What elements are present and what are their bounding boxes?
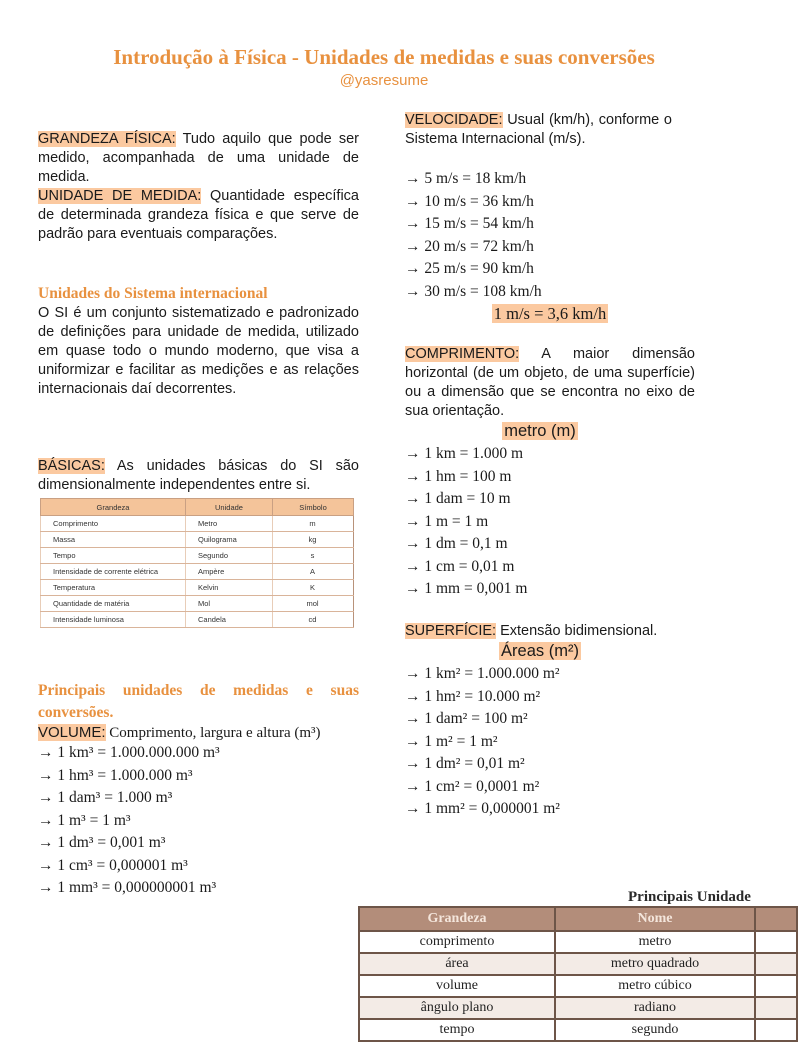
table-cell [755,975,797,997]
table-cell: Kelvin [186,580,273,596]
table-cell: mol [273,596,354,612]
grandeza-text: Tudo aquilo que pode ser medido, acompanhada de uma unidade de medida. [38,131,359,185]
table-cell: cd [273,612,354,628]
table-cell: Comprimento [41,516,186,532]
list-item: → 15 m/s = 54 km/h [405,215,534,232]
list-item: → 1 cm² = 0,0001 m² [405,777,540,795]
table-cell: kg [273,532,354,548]
list-item: → 1 dam² = 100 m² [405,710,528,727]
table-cell: K [273,580,354,596]
list-item: → 1 cm³ = 0,000001 m³ [38,856,188,874]
grandeza-label: GRANDEZA FÍSICA: [38,131,176,147]
author-handle: @yasresume [339,72,429,89]
table-cell: Segundo [186,548,273,564]
list-item: → 1 dm = 0,1 m [405,535,508,552]
volume-label: VOLUME: [38,724,106,741]
units-table-title: Principais Unidade [628,889,751,905]
list-item: → 1 m³ = 1 m³ [38,811,131,829]
table-row [359,975,797,997]
principais-title: Principais unidades de medidas e suas conversões. [38,682,359,721]
velocidade-highlight-text: 1 m/s = 3,6 km/h [493,304,607,323]
list-item: → 1 mm³ = 0,000000001 m³ [38,879,217,896]
list-item: → 1 mm² = 0,000001 m² [405,800,560,817]
list-item: → 1 dam³ = 1.000 m³ [38,789,173,806]
unidade-text: Quantidade específica de determinada grandeza física e que serve de padrão para eventuais comparações. [38,188,359,242]
list-item: → 20 m/s = 72 km/h [405,237,534,255]
superficie-highlight-text: Áreas (m²) [501,642,579,660]
comprimento-label: COMPRIMENTO: [405,346,520,362]
table-cell: Tempo [41,548,186,564]
si-title: Unidades do Sistema internacional [38,285,268,302]
list-item: → 1 dm³ = 0,001 m³ [38,834,166,851]
volume-text: Comprimento, largura e altura (m³) [105,725,321,741]
si-table-header: Símbolo [273,499,354,516]
table-cell: metro [555,931,755,953]
comprimento-text: A maior dimensão horizontal (de um objeto, de uma superfície) ou a dimensão que se encontra no eixo de sua orientação. [405,346,695,419]
comprimento-highlight-text: metro (m) [504,422,576,440]
table-cell: metro cúbico [555,975,755,997]
table-cell [755,953,797,975]
superficie-label: SUPERFÍCIE: [405,623,497,639]
table-cell: A [273,564,354,580]
table-cell: ângulo plano [359,997,555,1019]
superficie-text: Extensão bidimensional. [496,623,658,639]
table-row [359,953,797,975]
table-cell: Ampère [186,564,273,580]
table-cell: radiano [555,997,755,1019]
table-cell: área [359,953,555,975]
table-cell: volume [359,975,555,997]
table-cell: m [273,516,354,532]
list-item: → 1 mm = 0,001 m [405,580,528,597]
table-cell: segundo [555,1019,755,1041]
unidade-label: UNIDADE DE MEDIDA: [38,188,202,204]
table-cell: Quantidade de matéria [41,596,186,612]
table-cell: Temperatura [41,580,186,596]
velocidade-text: Usual (km/h), conforme o Sistema Internacional (m/s). [405,112,672,147]
velocidade-label: VELOCIDADE: [405,112,503,128]
table-cell [755,931,797,953]
list-item: → 1 km³ = 1.000.000.000 m³ [38,744,220,761]
table-row [359,1019,797,1041]
table-cell: Intensidade luminosa [41,612,186,628]
units-table-header: Grandeza [359,907,555,931]
list-item: → 1 m = 1 m [405,512,489,530]
table-cell [755,997,797,1019]
list-item: → 25 m/s = 90 km/h [405,260,534,277]
table-cell: Mol [186,596,273,612]
list-item: → 1 hm² = 10.000 m² [405,687,541,705]
units-table-header-extra [755,907,797,931]
table-cell: Massa [41,532,186,548]
table-cell: metro quadrado [555,953,755,975]
list-item: → 1 km² = 1.000.000 m² [405,665,560,682]
list-item: → 5 m/s = 18 km/h [405,170,527,187]
units-table-header: Nome [555,907,755,931]
list-item: → 1 cm = 0,01 m [405,557,515,575]
table-cell: Candela [186,612,273,628]
table-cell: tempo [359,1019,555,1041]
list-item: → 1 km = 1.000 m [405,445,524,462]
basicas-label: BÁSICAS: [38,458,105,474]
table-cell: comprimento [359,931,555,953]
list-item: → 1 m² = 1 m² [405,732,498,750]
units-table [358,906,798,1042]
table-cell: s [273,548,354,564]
list-item: → 10 m/s = 36 km/h [405,192,534,210]
list-item: → 1 dam = 10 m [405,490,511,507]
table-row [359,997,797,1019]
list-item: → 1 dm² = 0,01 m² [405,755,525,772]
basicas-text: As unidades básicas do SI são dimensionalmente independentes entre si. [38,458,359,493]
page-title: Introdução à Física - Unidades de medidas e suas conversões [113,45,655,69]
si-description: O SI é um conjunto sistematizado e padronizado de definições para unidade de medida, utilizado em quase todo o mundo moderno, que visa a uniformizar e facilitar as medições e as relações internacionais daí decorrentes. [38,305,359,397]
table-cell: Quilograma [186,532,273,548]
table-cell [755,1019,797,1041]
list-item: → 1 hm³ = 1.000.000 m³ [38,766,193,784]
table-cell: Metro [186,516,273,532]
list-item: → 1 hm = 100 m [405,467,512,485]
table-row [359,931,797,953]
list-item: → 30 m/s = 108 km/h [405,282,542,300]
si-table-header: Grandeza [41,499,186,516]
table-cell: Intensidade de corrente elétrica [41,564,186,580]
si-table-header: Unidade [186,499,273,516]
